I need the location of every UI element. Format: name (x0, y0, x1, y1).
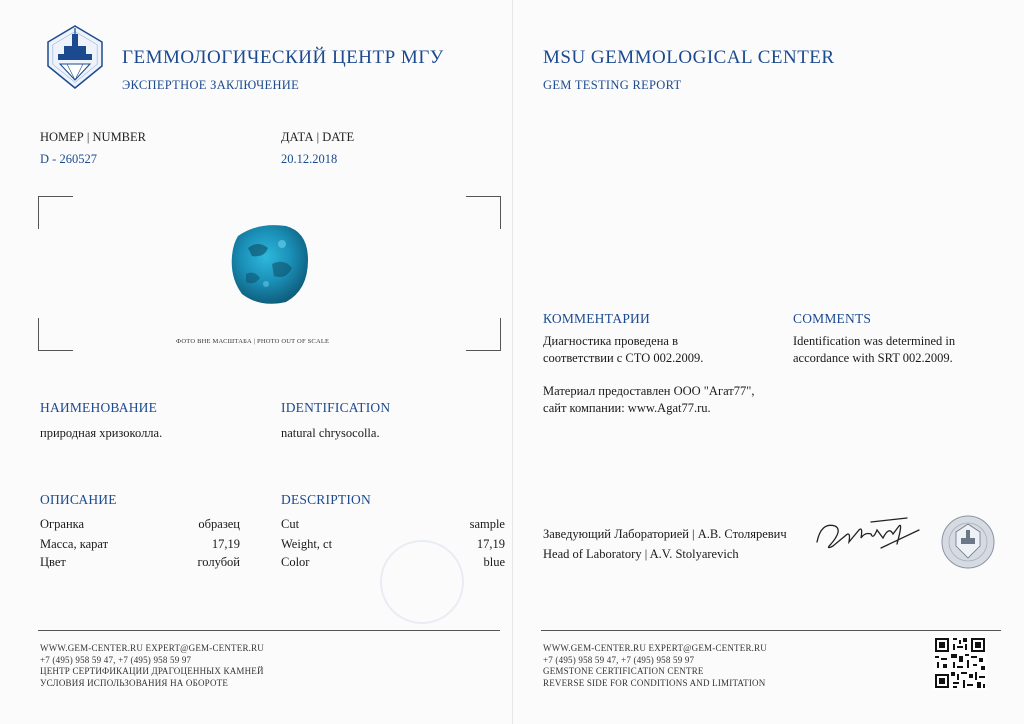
photo-frame-corner-bl (38, 318, 73, 351)
desc-row-value-en: sample (469, 517, 505, 531)
msu-logo (40, 22, 110, 92)
desc-row-label-en: Color (281, 555, 310, 569)
footer-line: ЦЕНТР СЕРТИФИКАЦИИ ДРАГОЦЕННЫХ КАМНЕЙ (40, 666, 264, 676)
comments-heading-ru: КОММЕНТАРИИ (543, 311, 650, 326)
comments-heading-en: COMMENTS (793, 311, 872, 326)
footer-divider (541, 630, 1001, 631)
desc-row-label-ru: Цвет (40, 555, 66, 569)
head-of-lab-ru: Заведующий Лабораторией | А.В. Столяревич (543, 527, 787, 541)
page-title-en: MSU GEMMOLOGICAL CENTER (543, 47, 835, 68)
signature (811, 508, 923, 556)
right-page (512, 0, 1024, 724)
footer-line: +7 (495) 958 59 47, +7 (495) 958 59 97 (40, 654, 192, 665)
watermark-seal (380, 540, 464, 624)
desc-heading-ru: ОПИСАНИЕ (40, 492, 117, 507)
number-label: НОМЕР | NUMBER (40, 130, 146, 144)
name-value-ru: природная хризоколла. (40, 426, 163, 440)
desc-row-value-en: blue (483, 555, 505, 569)
number-value: D - 260527 (40, 152, 97, 166)
page-subtitle-ru: ЭКСПЕРТНОЕ ЗАКЛЮЧЕНИЕ (122, 78, 300, 92)
footer-block (543, 643, 767, 689)
footer-line: GEMSTONE CERTIFICATION CENTRE (543, 666, 704, 676)
photo-caption: ФОТО ВНЕ МАСШТАБА | PHOTO OUT OF SCALE (176, 338, 330, 345)
desc-row-label-ru: Огранка (40, 517, 85, 531)
footer-line: WWW.GEM-CENTER.RU EXPERT@GEM-CENTER.RU (40, 643, 264, 653)
desc-heading-en: DESCRIPTION (281, 492, 371, 507)
desc-row-value-ru: голубой (197, 555, 240, 569)
seal-stamp (940, 514, 996, 570)
gem-photo (228, 218, 314, 308)
desc-row-label-en: Cut (281, 517, 300, 531)
footer-line: WWW.GEM-CENTER.RU EXPERT@GEM-CENTER.RU (543, 643, 767, 653)
footer-line: REVERSE SIDE FOR CONDITIONS AND LIMITATION (543, 677, 766, 688)
name-heading-ru: НАИМЕНОВАНИЕ (40, 400, 158, 415)
photo-frame-corner-tl (38, 196, 73, 229)
name-value-en: natural chrysocolla. (281, 426, 380, 440)
desc-row-label-en: Weight, ct (281, 537, 333, 551)
footer-divider (38, 630, 500, 631)
footer-line: +7 (495) 958 59 47, +7 (495) 958 59 97 (543, 654, 695, 665)
comments-line: сайт компании: www.Agat77.ru. (543, 401, 711, 415)
photo-frame-corner-br (466, 318, 501, 351)
qr-code (933, 636, 987, 690)
comments-line: Материал предоставлен ООО "Агат77", (543, 384, 755, 398)
desc-row-label-ru: Масса, карат (40, 537, 109, 551)
comments-text-ru (543, 333, 754, 417)
page-subtitle-en: GEM TESTING REPORT (543, 78, 682, 92)
page-title-ru: ГЕММОЛОГИЧЕСКИЙ ЦЕНТР МГУ (122, 47, 444, 68)
name-heading-en: IDENTIFICATION (281, 400, 391, 415)
head-of-lab-en: Head of Laboratory | A.V. Stolyarevich (543, 547, 739, 561)
desc-row-value-en: 17,19 (476, 537, 505, 551)
footer-line: УСЛОВИЯ ИСПОЛЬЗОВАНИЯ НА ОБОРОТЕ (40, 677, 229, 688)
desc-row-value-ru: 17,19 (211, 537, 240, 551)
date-value: 20.12.2018 (281, 152, 338, 166)
comments-text-en (793, 333, 955, 367)
comments-line: accordance with SRT 002.2009. (793, 351, 953, 365)
desc-row-value-ru: образец (198, 517, 240, 531)
photo-frame-corner-tr (466, 196, 501, 229)
comments-line: соответствии с СТО 002.2009. (543, 351, 704, 365)
date-label: ДАТА | DATE (281, 130, 355, 144)
footer-block (40, 643, 264, 689)
comments-line: Диагностика проведена в (543, 334, 678, 348)
comments-line: Identification was determined in (793, 334, 956, 348)
